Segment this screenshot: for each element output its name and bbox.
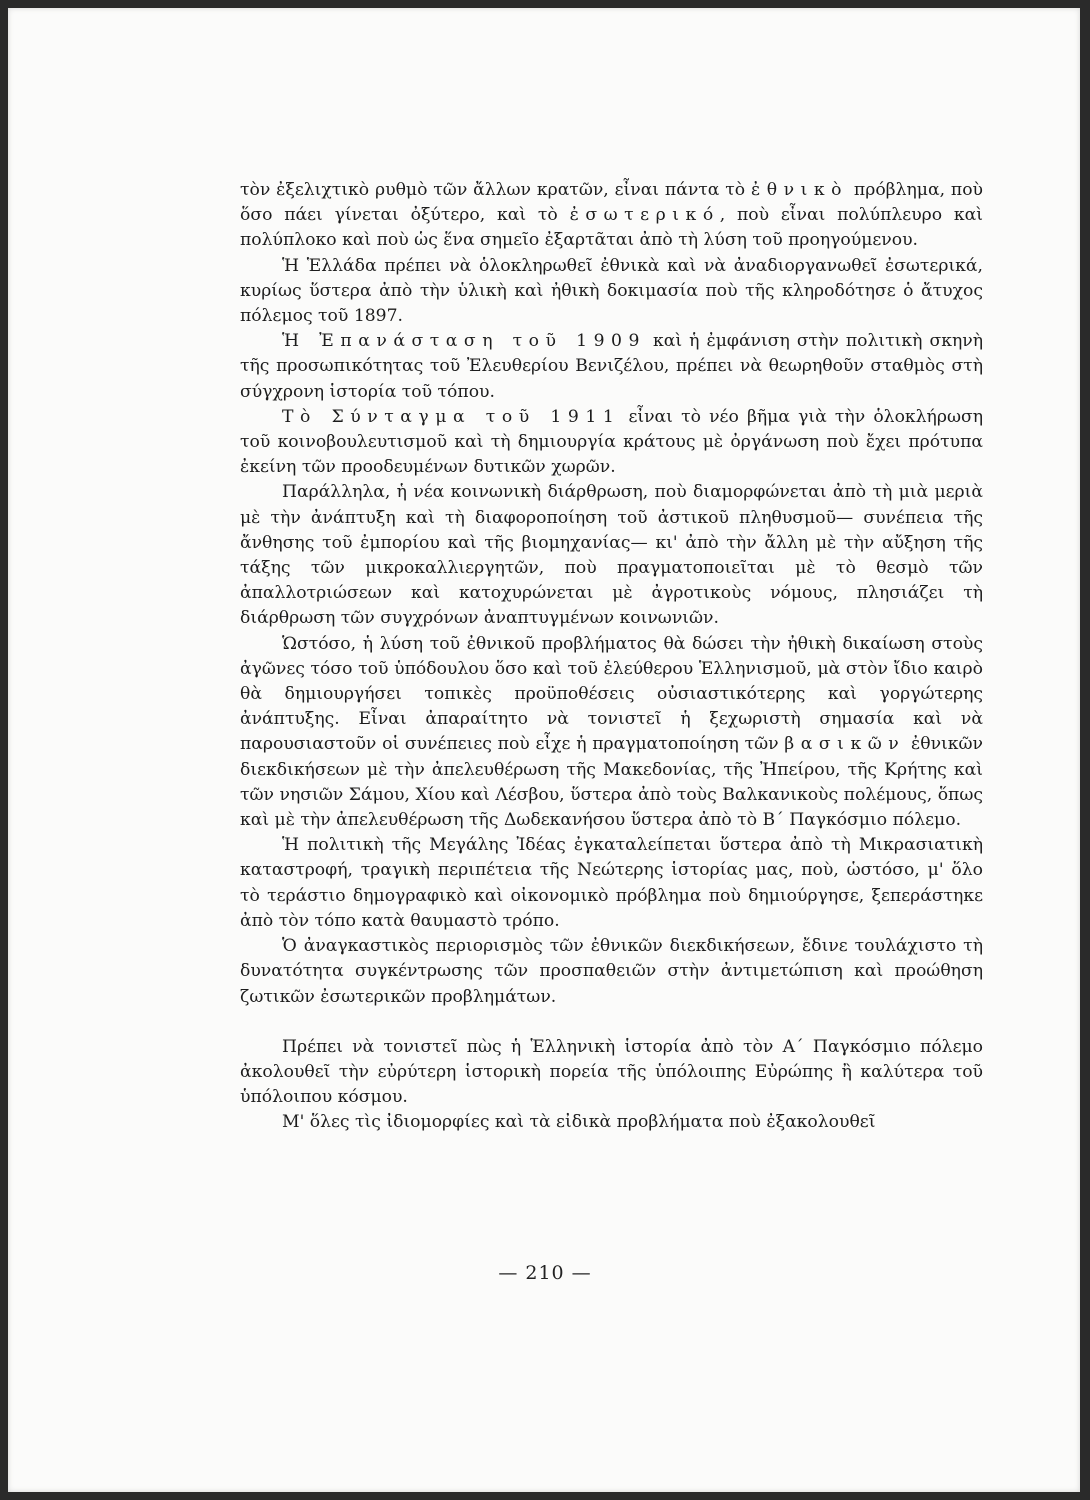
p1-text-c: , ποὺ εἶναι πολύπλευρο καὶ πολύπλοκο καὶ ποὺ ὡς ἕνα σημεῖο ἐξαρτᾶται ἀπὸ τὴ λύση τοῦ προηγούμενου. [240, 205, 983, 251]
paragraph-2: Ἡ Ἑλλάδα πρέπει νὰ ὁλοκληρωθεῖ ἐθνικὰ καὶ νὰ ἀναδιοργανωθεῖ ἐσωτερικά, κυρίως ὕστερα ἀπὸ τὴν ὑλικὴ καὶ ἠθικὴ δοκιμασία ποὺ τῆς κληροδότησε ὁ ἄτυχος πόλεμος τοῦ 1897. [240, 255, 983, 327]
p4-spaced-a: Τὸ Σύνταγμα τοῦ 1911 [282, 406, 621, 427]
body-text [240, 178, 983, 1136]
paragraph-8: Ὁ ἀναγκαστικὸς περιορισμὸς τῶν ἐθνικῶν διεκδικήσεων, ἔδινε τουλάχιστο τὴ δυνατότητα συγκέντρωσης τῶν προσπαθειῶν στὴν ἀντιμετώπιση καὶ προώθηση ζωτικῶν ἐσωτερικῶν προβλημάτων. [240, 936, 983, 1007]
p1-text-b: πρόβλημα, ποὺ ὅσο πάει γίνεται ὀξύτερο, καὶ τὸ [240, 180, 983, 226]
p3-spaced-a: Ἡ Ἐπανάσταση τοῦ 1909 [282, 331, 646, 352]
p1-spaced-a: ἐθνικὸ [750, 180, 849, 200]
paragraph-9: Πρέπει νὰ τονιστεῖ πὼς ἡ Ἑλληνικὴ ἱστορία ἀπὸ τὸν Α΄ Παγκόσμιο πόλεμο ἀκολουθεῖ τὴν εὐρύτερη ἱστορικὴ πορεία τῆς ὑπόλοιπης Εὐρώπης ἢ καλύτερα τοῦ ὑπόλοιπου κόσμου. [240, 1036, 983, 1108]
p6-spaced-a: βασικῶν [784, 734, 906, 755]
paragraph-5: Παράλληλα, ἡ νέα κοινωνικὴ διάρθρωση, ποὺ διαμορφώνεται ἀπὸ τὴ μιὰ μεριὰ μὲ τὴν ἀνάπτυξη καὶ τὴ διαφοροποίηση τοῦ ἀστικοῦ πληθυσμοῦ— συνέπεια τῆς ἄνθησης τοῦ ἐμπορίου καὶ τῆς βιομηχανίας— κι' ἀπὸ τὴν ἄλλη μὲ τὴν αὔξηση τῆς τάξης τῶν μικροκαλλιεργητῶν, ποὺ πραγματοποιεῖται μὲ τὸ θεσμὸ τῶν ἀπαλλοτριώσεων καὶ κατοχυρώνεται μὲ ἀγροτικοὺς νόμους, πλησιάζει τὴ διάρθρωση τῶν συγχρόνων ἀναπτυγμένων κοινωνιῶν. [240, 482, 983, 629]
page-number: — 210 — [498, 1262, 592, 1284]
paragraph-7: Ἡ πολιτικὴ τῆς Μεγάλης Ἰδέας ἐγκαταλείπεται ὕστερα ἀπὸ τὴ Μικρασιατικὴ καταστροφή, τραγικὴ περιπέτεια τῆς Νεώτερης ἱστορίας μας, ποὺ, ὡστόσο, μ' ὅλο τὸ τεράστιο δημογραφικὸ καὶ οἰκονομικὸ πρόβλημα ποὺ δημιούργησε, ξεπεράστηκε ἀπὸ τὸν τόπο κατὰ θαυμαστὸ τρόπο. [240, 835, 983, 931]
section-gap [240, 1010, 983, 1035]
p1-text-a: τὸν ἐξελιχτικὸ ρυθμὸ τῶν ἄλλων κρατῶν, εἶναι πάντα τὸ [240, 180, 751, 200]
p6-text-b: ἐθνικῶν διεκδικήσεων μὲ τὴν ἀπελευθέρωση τῆς Μακεδονίας, τῆς Ἠπείρου, τῆς Κρήτης καὶ τῶν νησιῶν Σάμου, Χίου καὶ Λέσβου, ὕστερα ἀπὸ τοὺς Βαλκανικοὺς πολέμους, ὅπως καὶ μὲ τὴν ἀπελευθέρωση τῆς Δωδεκανήσου ὕστερα ἀπὸ τὸ Β΄ Παγκόσμιο πόλεμο. [240, 734, 983, 831]
p1-spaced-b: ἐσωτερικό [569, 205, 720, 226]
p6-text-a: Ὡστόσο, ἡ λύση τοῦ ἐθνικοῦ προβλήματος θὰ δώσει τὴν ἠθικὴ δικαίωση στοὺς ἀγῶνες τόσο τοῦ ὑπόδουλου ὅσο καὶ τοῦ ἐλεύθερου Ἑλληνισμοῦ, μὰ στὸν ἴδιο καιρὸ θὰ δημιουργήσει τοπικὲς προϋποθέσεις οὐσιαστικότερης καὶ γοργώτερης ἀνάπτυξης. Εἶναι ἀπαραίτητο νὰ τονιστεῖ ἡ ξεχωριστὴ σημασία καὶ νὰ παρουσιαστοῦν οἱ συνέπειες ποὺ εἶχε ἡ πραγματοποίηση τῶν [240, 633, 983, 755]
paragraph-4 [240, 405, 983, 481]
p3-text-a: καὶ ἡ ἐμφάνιση στὴν πολιτικὴ σκηνὴ τῆς προσωπικότητας τοῦ Ἐλευθερίου Βενιζέλου, πρέπει νὰ θεωρηθοῦν σταθμὸς στὴ σύγχρονη ἱστορία τοῦ τόπου. [240, 331, 983, 402]
paragraph-10: Μ' ὅλες τὶς ἰδιομορφίες καὶ τὰ εἰδικὰ προβλήματα ποὺ ἐξακολουθεῖ [282, 1112, 876, 1133]
paragraph-6 [240, 632, 983, 834]
paragraph-3 [240, 329, 983, 405]
paragraph-1 [240, 178, 983, 254]
p4-text-a: εἶναι τὸ νέο βῆμα γιὰ τὴν ὁλοκλήρωση τοῦ κοινοβουλευτισμοῦ καὶ τὴ δημιουργία κράτους μὲ ὀργάνωση ποὺ ἔχει πρότυπα ἐκείνη τῶν προοδευμένων δυτικῶν χωρῶν. [240, 406, 983, 478]
